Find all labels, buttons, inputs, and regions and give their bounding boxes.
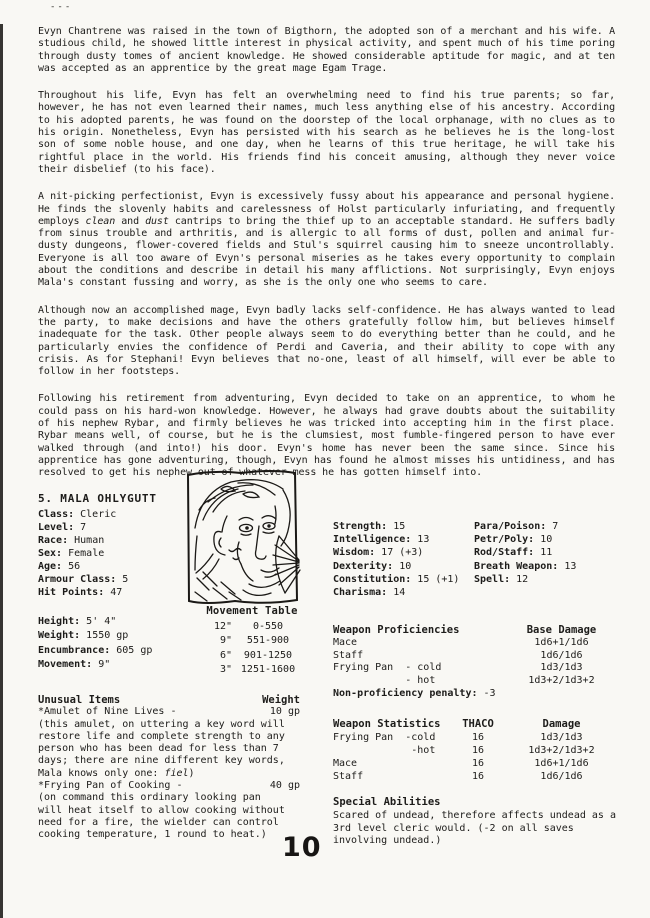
text-segment: Throughout his life, Evyn has felt an overwhelming need to find his true parents; so far, however, he has not even learned their names, much less anything else of his ancestry. According to his adopted parents, he was found on the doorstep of the local orphanage, with no clues as to his origin. Nonetheless, Evyn has persisted with his search as he believes he is the long-lost son of some noble house, and one day, when he learns of this true heritage, he will take his rightful place in the world. His friends find his conceit amusing, although they never voice their disbelief (to his face). xyxy=(38,90,615,175)
character-name: 5. MALA OHLYGUTT xyxy=(38,492,157,505)
stat-value: 10 xyxy=(534,534,553,546)
stat-label: Armour Class: xyxy=(38,574,117,585)
weapon-base-damage: 1d3+2/1d3+2 xyxy=(528,675,595,687)
text-segment: (on command this ordinary looking pan will heat itself to allow cooking without need for a fire, the wielder can control cooking temperature, 1 round to heat.) xyxy=(38,792,285,841)
item-name: *Amulet of Nine Lives - xyxy=(38,706,177,718)
text-segment: (this amulet, on uttering a key word will restore life and complete strength to any person who has been dead for less than 7 days; there are nine different key words, Mala knows only one: xyxy=(38,718,285,779)
weapon-proficiency-row xyxy=(333,662,620,675)
movement-row xyxy=(196,663,304,677)
text-segment: Following his retirement from adventuring, Evyn decided to take on an apprentice, to whom he could pass on his hard-won knowledge. However, he always had grave doubts about the suitability of his nephew Rybar, and firmly believes he was tricked into accepting him in the first place. Rybar means well, of course, but he is the clumsiest, most fumble-fingered person to have ever walked through (and into!) his door. Evyn's home has never been the same since. Since his apprentice has gone adventuring, though, Evyn has found he almost misses his untidiness, and has resolved to get his nephew out of whatever mess he has gotten himself into. xyxy=(38,393,615,479)
stat-line xyxy=(38,644,152,658)
weapon-statistics-row xyxy=(333,757,620,770)
stat-label: Dexterity: xyxy=(333,560,394,572)
stat-value: 14 xyxy=(387,587,406,599)
stat-label: Para/Poison: xyxy=(474,521,547,532)
movement-range: 1251-1600 xyxy=(240,664,296,676)
stat-label: Petr/Poly: xyxy=(474,534,535,546)
stat-line xyxy=(38,534,157,547)
stat-value: 5 xyxy=(116,574,129,585)
stat-label: Constitution: xyxy=(333,573,412,585)
movement-range: 0-550 xyxy=(252,621,284,632)
movement-row xyxy=(196,634,304,648)
stat-value: 56 xyxy=(62,561,81,572)
stat-value: 17 (+3) xyxy=(375,547,424,559)
weapon-damage: 1d6/1d6 xyxy=(540,771,583,782)
weapon-damage: 1d6+1/1d6 xyxy=(534,758,589,769)
stat-value: 47 xyxy=(104,587,123,598)
stat-value: 12 xyxy=(510,573,529,585)
stat-value: Human xyxy=(68,535,105,546)
weapon-statistics xyxy=(333,718,620,783)
bio-paragraph xyxy=(38,305,615,379)
stat-label: Charisma: xyxy=(333,587,388,599)
stat-label: Weight: xyxy=(38,630,81,642)
stat-line xyxy=(38,521,157,534)
item-header xyxy=(38,780,300,792)
stat-value: Female xyxy=(62,548,105,559)
stat-line xyxy=(333,546,459,559)
weapon-damage: 1d3/1d3 xyxy=(540,732,583,743)
weapon-name: Mace xyxy=(333,758,358,769)
weight-header: Weight xyxy=(262,694,300,706)
weapon-thaco: 16 xyxy=(471,771,485,782)
biography-text xyxy=(38,26,615,495)
movement-speed: 9" xyxy=(219,635,232,647)
stat-line xyxy=(38,573,157,586)
stat-label: Class: xyxy=(38,509,75,520)
unusual-items-title: Unusual Items xyxy=(38,694,121,706)
saving-throws xyxy=(474,520,576,586)
stat-line xyxy=(474,520,576,533)
stat-label: Movement: xyxy=(38,659,93,671)
weapon-base-damage: 1d3/1d3 xyxy=(540,662,583,674)
stat-line xyxy=(38,629,152,643)
text-segment: and xyxy=(115,215,146,227)
bio-paragraph xyxy=(38,90,615,176)
item-weight: 10 gp xyxy=(269,706,300,718)
weapon-thaco: 16 xyxy=(471,745,485,756)
penalty-label: Non-proficiency penalty: xyxy=(333,687,478,699)
damage-header: Damage xyxy=(542,718,581,730)
unusual-items-list xyxy=(38,706,300,841)
weapon-name: Staff xyxy=(333,771,364,782)
stat-label: Rod/Staff: xyxy=(474,547,535,559)
stat-value: 9" xyxy=(92,659,111,671)
corner-marks: --- xyxy=(50,2,73,12)
weapon-name: Frying Pan -cold xyxy=(333,732,436,743)
stat-value: 5' 4" xyxy=(80,616,117,627)
portrait-sketch-svg xyxy=(183,466,301,608)
movement-table-rows xyxy=(196,620,308,678)
special-abilities xyxy=(333,796,625,848)
base-damage-header: Base Damage xyxy=(526,624,597,636)
movement-speed: 3" xyxy=(219,664,232,676)
stat-value: 13 xyxy=(558,560,577,572)
stat-label: Strength: xyxy=(333,521,388,532)
item-description xyxy=(38,792,290,841)
stat-label: Height: xyxy=(38,616,81,627)
stat-line xyxy=(474,533,576,546)
weapon-statistics-row xyxy=(333,770,620,783)
unusual-items xyxy=(38,694,300,842)
stat-line xyxy=(38,508,157,521)
item-weight: 40 gp xyxy=(269,780,300,792)
movement-range: 901-1250 xyxy=(243,649,293,661)
italic-text-segment: clean xyxy=(85,215,116,227)
stat-line xyxy=(333,533,459,546)
stat-label: Sex: xyxy=(38,548,63,559)
weapon-statistics-row xyxy=(333,731,620,744)
movement-speed: 6" xyxy=(219,649,232,661)
weapon-thaco: 16 xyxy=(471,732,485,743)
text-segment: Evyn Chantrene was raised in the town of Bigthorn, the adopted son of a merchant and his wife. A studious child, he showed little interest in physical activity, and spent much of his time poring through dusty tomes of ancient knowledge. He showed considerable aptitude for magic, and at ten was accepted as an apprentice by the great mage Egam Trage. xyxy=(38,26,615,74)
special-abilities-title: Special Abilities xyxy=(333,796,441,808)
text-segment: ) xyxy=(188,767,195,779)
stat-line xyxy=(333,573,459,586)
stat-line xyxy=(333,560,459,573)
stat-value: 13 xyxy=(411,534,430,546)
stat-label: Wisdom: xyxy=(333,547,376,559)
special-abilities-text: Scared of undead, therefore affects undead as a 3rd level cleric would. (-2 on all saves involving undead.) xyxy=(333,810,616,847)
stat-value: 605 gp xyxy=(110,644,153,656)
stat-value: 7 xyxy=(546,521,559,532)
weapon-statistics-header xyxy=(333,718,620,731)
stat-line xyxy=(474,546,576,559)
weapon-name: -hot xyxy=(333,745,436,756)
stat-value: 15 (+1) xyxy=(411,573,460,585)
stat-line xyxy=(333,520,459,533)
weapon-name: Mace xyxy=(333,636,358,648)
stat-label: Breath Weapon: xyxy=(474,560,559,572)
movement-speed: 12" xyxy=(213,621,232,632)
thaco-header: THACO xyxy=(462,718,494,730)
movement-table-title: Movement Table xyxy=(206,605,298,617)
character-portrait xyxy=(183,466,301,608)
page-number: 10 xyxy=(282,832,322,863)
weapon-name: - hot xyxy=(333,675,436,687)
stat-line xyxy=(38,658,152,672)
movement-row xyxy=(196,620,304,634)
weapon-proficiency-row xyxy=(333,637,620,650)
weapon-proficiencies-header xyxy=(333,624,620,637)
weapon-proficiencies xyxy=(333,624,620,701)
bio-paragraph xyxy=(38,26,615,75)
text-segment: Although now an accomplished mage, Evyn badly lacks self-confidence. He has always wanted to lead the party, to make decisions and have the others gratefully follow him, but believes himself inadequate for the task. Other people always seem to do everything better than he could, and he particularly envies the confidence of Perdi and Caveria, and their ability to cope with any crisis. As for Stephani! Evyn believes that no-one, least of all himself, will ever be able to follow in her footsteps. xyxy=(38,304,615,378)
stat-line xyxy=(474,560,576,573)
stat-line xyxy=(38,560,157,573)
stat-value: 10 xyxy=(393,560,412,572)
weapon-statistics-title: Weapon Statistics xyxy=(333,718,441,730)
item-name: *Frying Pan of Cooking - xyxy=(38,780,183,792)
text-segment: cantrips to bring the thief up to an acceptable standard. He suffers badly from sinus trouble and arthritis, and is allergic to all forms of dust, pollen and animal fur- dusty dungeons, flower-covered fields and Stul's squirrel causing him to sneeze uncontrollably. Everyone is all too aware of Evyn's personal miseries as he takes every opportunity to complain about the conditions and describe in detail his many afflictions. Not surprisingly, Evyn enjoys Mala's constant fussing and worry, as she is the only one who seems to care. xyxy=(38,215,615,289)
stat-label: Level: xyxy=(38,522,75,533)
character-details xyxy=(38,508,157,599)
stat-line xyxy=(333,586,459,599)
weapon-proficiency-row xyxy=(333,650,620,663)
non-proficiency-penalty xyxy=(333,688,620,701)
weapon-statistics-rows xyxy=(333,731,620,783)
item-header xyxy=(38,706,300,718)
weapon-base-damage: 1d6/1d6 xyxy=(540,649,583,661)
stat-label: Spell: xyxy=(474,573,511,585)
stat-line xyxy=(38,615,152,629)
stat-value: 15 xyxy=(387,521,406,532)
stat-line xyxy=(474,573,576,586)
item-description xyxy=(38,719,290,780)
stat-label: Age: xyxy=(38,561,63,572)
movement-range: 551-900 xyxy=(246,635,290,647)
stat-value: 7 xyxy=(74,522,87,533)
weapon-base-damage: 1d6+1/1d6 xyxy=(534,636,589,648)
weapon-name: Frying Pan - cold xyxy=(333,662,442,674)
penalty-value: -3 xyxy=(477,687,496,699)
italic-text-segment: dust xyxy=(145,215,169,227)
weapon-proficiency-rows xyxy=(333,637,620,688)
bio-paragraph xyxy=(38,393,615,479)
stat-label: Intelligence: xyxy=(333,534,412,546)
stat-value: 1550 gp xyxy=(80,630,129,642)
stat-value: 11 xyxy=(534,547,553,559)
stat-label: Hit Points: xyxy=(38,587,105,598)
text-segment: A nit-picking perfectionist, Evyn is excessively fussy about his appearance and personal hygiene. He finds the slovenly habits and carelessness of Holst particularly infuriating, and frequently employs xyxy=(38,191,615,227)
stat-label: Race: xyxy=(38,535,69,546)
weapon-name: Staff xyxy=(333,649,364,661)
weapon-thaco: 16 xyxy=(471,758,485,769)
stat-line xyxy=(38,547,157,560)
bio-paragraph xyxy=(38,191,615,289)
weapon-proficiency-row xyxy=(333,675,620,688)
stat-value: Cleric xyxy=(74,509,117,520)
weapon-statistics-row xyxy=(333,744,620,757)
italic-text-segment: fiel xyxy=(164,767,189,779)
character-header xyxy=(38,492,157,599)
movement-table xyxy=(196,605,308,678)
ability-scores xyxy=(333,520,459,599)
movement-row xyxy=(196,649,304,663)
scan-edge-line xyxy=(0,24,3,918)
unusual-items-header xyxy=(38,694,300,706)
weapon-proficiencies-title: Weapon Proficiencies xyxy=(333,624,460,636)
stat-line xyxy=(38,586,157,599)
stat-label: Encumbrance: xyxy=(38,644,111,656)
weapon-damage: 1d3+2/1d3+2 xyxy=(528,745,595,756)
physical-stats xyxy=(38,615,152,673)
